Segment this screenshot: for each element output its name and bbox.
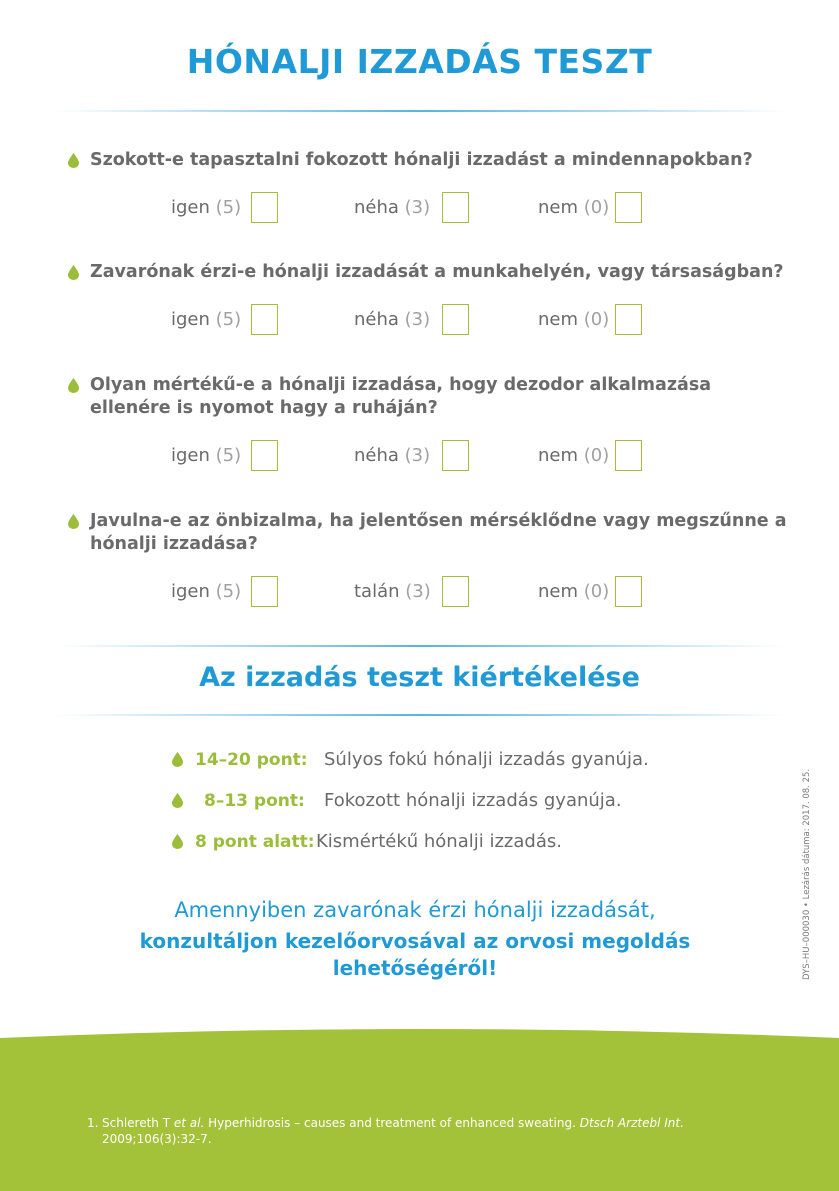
option-label: igen (5) bbox=[171, 445, 242, 466]
answer-checkbox-igen[interactable] bbox=[251, 576, 278, 607]
answer-checkbox-igen[interactable] bbox=[251, 440, 278, 471]
evaluation-title: Az izzadás teszt kiértékelése bbox=[199, 662, 640, 693]
answer-checkbox-igen[interactable] bbox=[251, 304, 278, 335]
divider bbox=[55, 714, 785, 716]
answer-checkbox-nem[interactable] bbox=[615, 440, 642, 471]
answer-checkbox-talan[interactable] bbox=[442, 576, 469, 607]
option-label: talán (3) bbox=[354, 581, 431, 602]
answer-checkbox-nem[interactable] bbox=[615, 576, 642, 607]
answer-checkbox-nem[interactable] bbox=[615, 192, 642, 223]
question-text: Zavarónak érzi-e hónalji izzadását a munkahelyén, vagy társaságban? bbox=[90, 262, 784, 282]
page-title: HÓNALJI IZZADÁS TESZT bbox=[186, 42, 653, 81]
option-label: néha (3) bbox=[354, 445, 431, 466]
footer-wave-background bbox=[0, 1020, 839, 1191]
score-range: 8 pont alatt: bbox=[195, 832, 315, 852]
droplet-icon bbox=[172, 834, 183, 849]
option-label: nem (0) bbox=[538, 445, 610, 466]
reference-text: Schlereth T et al. Hyperhidrosis – causes and treatment of enhanced sweating. Dtsch Arztebl Int. 2009;106(3):32-7. bbox=[102, 1116, 684, 1146]
option-label: nem (0) bbox=[538, 309, 610, 330]
option-label: nem (0) bbox=[538, 581, 610, 602]
reference bbox=[87, 1115, 747, 1147]
option-label: néha (3) bbox=[354, 197, 431, 218]
droplet-icon bbox=[68, 378, 79, 393]
divider bbox=[55, 110, 785, 112]
answer-checkbox-neha[interactable] bbox=[442, 304, 469, 335]
option-label: igen (5) bbox=[171, 581, 242, 602]
reference-number: 1. bbox=[87, 1116, 99, 1130]
option-label: nem (0) bbox=[538, 197, 610, 218]
option-label: igen (5) bbox=[171, 197, 242, 218]
answer-checkbox-neha[interactable] bbox=[442, 440, 469, 471]
droplet-icon bbox=[172, 793, 183, 808]
question-text: Olyan mértékű-e a hónalji izzadása, hogy dezodor alkalmazása ellenére is nyomot hagy a ruháján? bbox=[90, 375, 712, 418]
droplet-icon bbox=[68, 153, 79, 168]
score-description: Kismértékű hónalji izzadás. bbox=[316, 831, 562, 852]
question-text: Javulna-e az önbizalma, ha jelentősen mérséklődne vagy megszűnne a hónalji izzadása? bbox=[90, 511, 787, 554]
cta-line-2: konzultáljon kezelőorvosával az orvosi megoldás lehetőségéről! bbox=[139, 929, 691, 980]
option-label: néha (3) bbox=[354, 309, 431, 330]
question-text: Szokott-e tapasztalni fokozott hónalji izzadást a mindennapokban? bbox=[90, 150, 753, 170]
answer-checkbox-neha[interactable] bbox=[442, 192, 469, 223]
divider bbox=[55, 645, 785, 647]
answer-checkbox-nem[interactable] bbox=[615, 304, 642, 335]
droplet-icon bbox=[68, 514, 79, 529]
droplet-icon bbox=[68, 265, 79, 280]
droplet-icon bbox=[172, 752, 183, 767]
document-code: DYS–HU–000030 • Lezárás dátuma: 2017. 08. 25. bbox=[802, 768, 812, 980]
option-label: igen (5) bbox=[171, 309, 242, 330]
cta-line-1: Amennyiben zavarónak érzi hónalji izzadását, bbox=[174, 898, 656, 922]
score-description: Fokozott hónalji izzadás gyanúja. bbox=[324, 790, 622, 811]
score-range: 8–13 pont: bbox=[204, 791, 305, 811]
answer-checkbox-igen[interactable] bbox=[251, 192, 278, 223]
score-description: Súlyos fokú hónalji izzadás gyanúja. bbox=[324, 749, 649, 770]
score-range: 14–20 pont: bbox=[195, 750, 308, 770]
